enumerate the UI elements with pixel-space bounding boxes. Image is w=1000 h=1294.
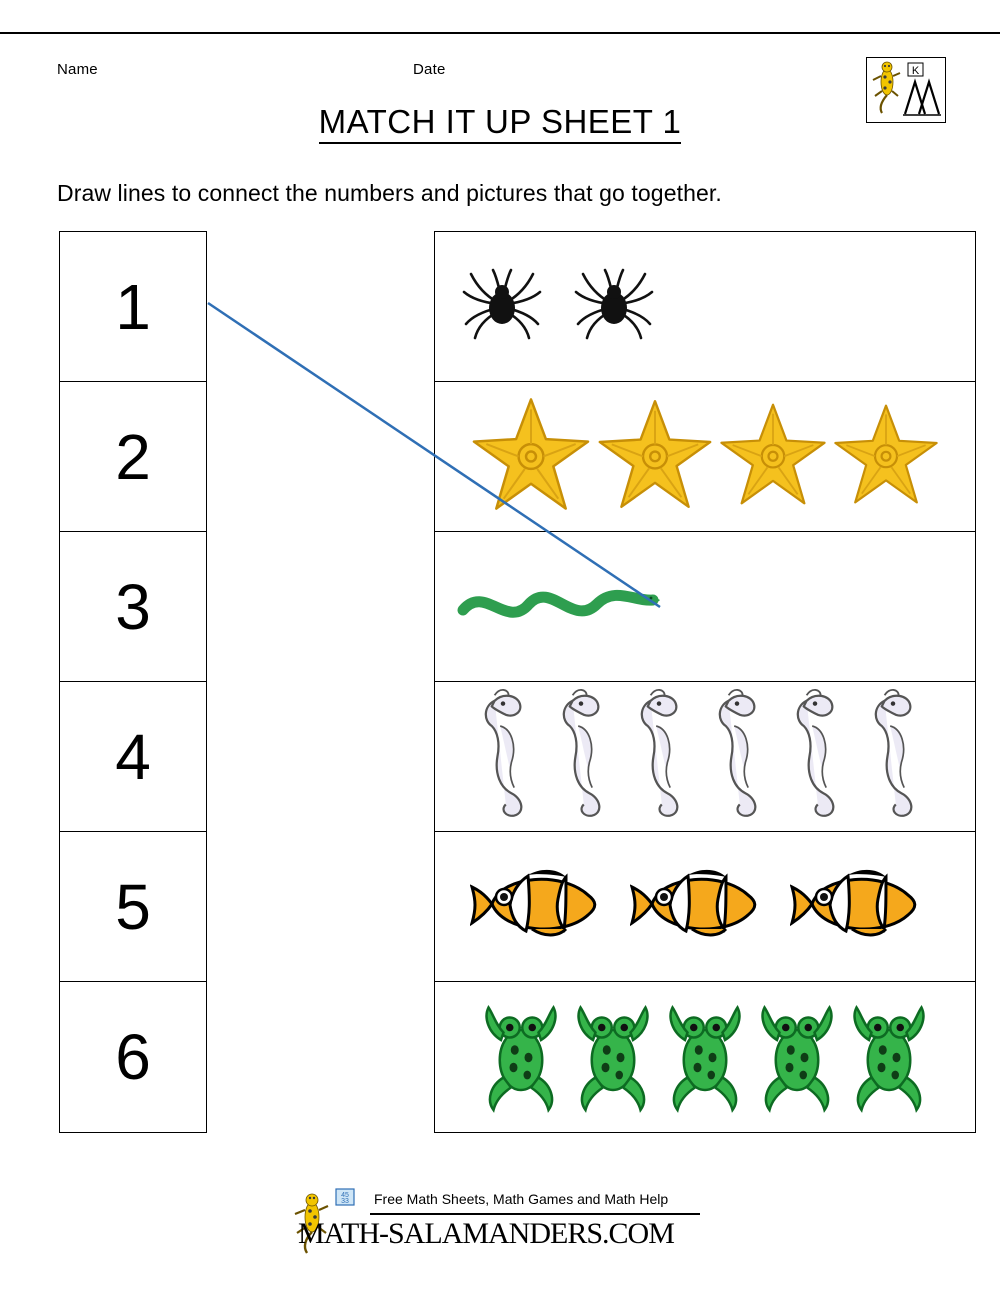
picture-cell-clownfish[interactable] <box>435 832 975 982</box>
number-cell-3[interactable]: 3 <box>60 532 206 682</box>
number-cell-1[interactable]: 1 <box>60 232 206 382</box>
footer-url: MATH-SALAMANDERS.COM <box>298 1217 674 1250</box>
numbers-column <box>59 231 207 1133</box>
clownfish-icon <box>630 859 780 954</box>
number-cell-4[interactable]: 4 <box>60 682 206 832</box>
spider-icon <box>457 264 547 349</box>
frog-icon <box>573 995 653 1120</box>
starfish-icon <box>831 399 941 514</box>
page-top-rule <box>0 32 1000 34</box>
instructions-text: Draw lines to connect the numbers and pictures that go together. <box>57 180 722 206</box>
starfish-icon <box>595 394 715 519</box>
seahorse-icon <box>473 684 547 829</box>
frog-icon <box>849 995 929 1120</box>
seahorse-icon <box>629 684 703 829</box>
frog-icon <box>757 995 837 1120</box>
footer <box>0 1185 1000 1270</box>
starfish-icon <box>469 392 593 521</box>
snake-icon <box>455 574 665 639</box>
svg-text:45: 45 <box>341 1192 349 1199</box>
frog-icon <box>481 995 561 1120</box>
spider-icon <box>569 264 659 349</box>
logo-letter: K <box>911 65 920 77</box>
page-title <box>0 103 1000 141</box>
seahorse-icon <box>707 684 781 829</box>
clownfish-icon <box>470 859 620 954</box>
picture-cell-snake[interactable] <box>435 532 975 682</box>
seahorse-icon <box>863 684 937 829</box>
name-label: Name <box>57 61 98 78</box>
number-cell-5[interactable]: 5 <box>60 832 206 982</box>
picture-cell-seahorses[interactable] <box>435 682 975 832</box>
date-label: Date <box>413 61 446 78</box>
picture-cell-frogs[interactable] <box>435 982 975 1132</box>
clownfish-icon <box>790 859 940 954</box>
footer-rule <box>370 1213 700 1215</box>
picture-cell-starfish[interactable] <box>435 382 975 532</box>
seahorse-icon <box>785 684 859 829</box>
pictures-column <box>434 231 976 1133</box>
starfish-icon <box>717 398 829 515</box>
svg-text:33: 33 <box>341 1198 349 1205</box>
frog-icon <box>665 995 745 1120</box>
footer-tagline: Free Math Sheets, Math Games and Math Help <box>374 1191 669 1207</box>
seahorse-icon <box>551 684 625 829</box>
number-cell-6[interactable]: 6 <box>115 1021 151 1093</box>
picture-cell-spiders[interactable] <box>435 232 975 382</box>
number-cell-2[interactable]: 2 <box>60 382 206 532</box>
page-title-text: MATCH IT UP SHEET 1 <box>319 103 682 144</box>
